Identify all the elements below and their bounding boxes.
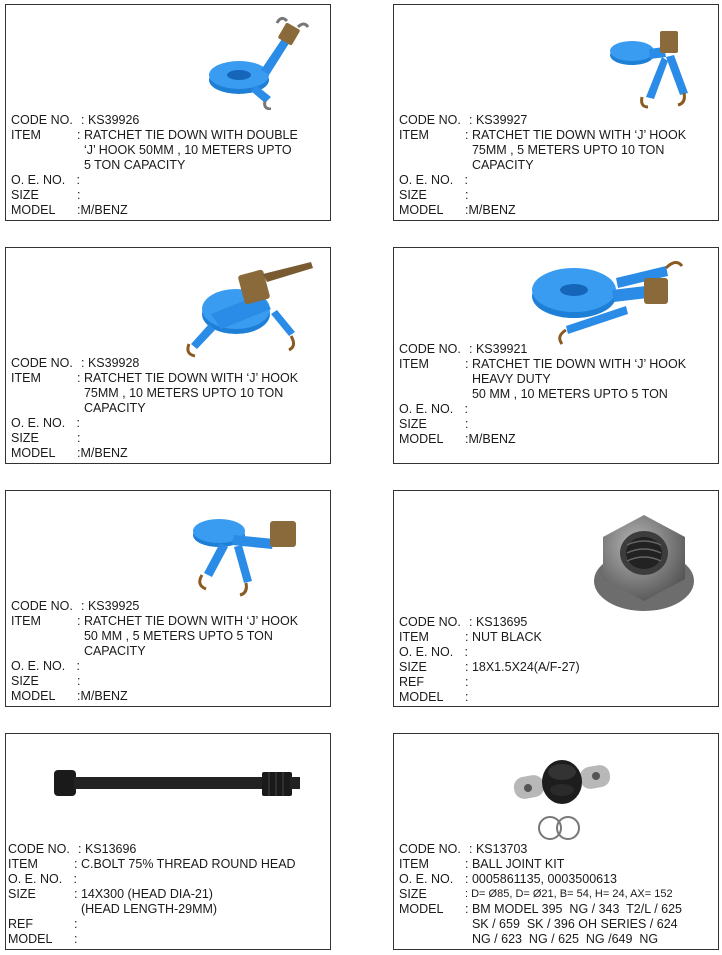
item-value: : RATCHET TIE DOWN WITH ‘J’ HOOK (77, 614, 299, 628)
model-value: : (74, 932, 78, 946)
row-label (399, 158, 465, 173)
size-value: : (77, 188, 81, 202)
ratchet-strap-image (526, 256, 706, 348)
item-value-cont: CAPACITY (465, 158, 534, 172)
oe-label: O. E. NO. (399, 402, 454, 416)
row-label (11, 158, 77, 173)
model-value: :M/BENZ (77, 446, 128, 460)
model-label: MODEL (399, 203, 444, 217)
row-label (11, 143, 77, 158)
size-value-cont: (HEAD LENGTH-29MM) (74, 902, 218, 916)
code-number: KS13696 (84, 842, 137, 856)
code-label: CODE NO. (399, 615, 461, 629)
size-value: : (77, 431, 81, 445)
oe-value: : (70, 872, 77, 886)
oe-value: : 0005861135, 0003500613 (465, 872, 618, 886)
size-value: : 14X300 (HEAD DIA-21) (74, 887, 213, 901)
size-value: : 18X1.5X24(A/F-27) (465, 660, 580, 674)
ratchet-strap-image (174, 503, 314, 598)
row-label (399, 387, 465, 402)
item-label: ITEM (11, 614, 41, 628)
row-label (11, 629, 77, 644)
oe-value: : (461, 173, 468, 187)
ratchet-strap-image (181, 254, 321, 364)
code-value: : KS39928 (81, 356, 140, 370)
product-card (393, 247, 719, 464)
oe-value: : (73, 659, 80, 673)
model-label: MODEL (399, 432, 444, 446)
size-label: SIZE (11, 674, 39, 688)
item-value: : RATCHET TIE DOWN WITH DOUBLE (77, 128, 298, 142)
item-value-cont: 75MM , 10 METERS UPTO 10 TON (77, 386, 284, 400)
size-label: SIZE (399, 887, 427, 901)
oe-label: O. E. NO. (11, 416, 66, 430)
model-value-cont: SK / 659 SK / 396 OH SERIES / 624 (465, 917, 678, 931)
oe-value: : (461, 645, 468, 659)
code-number: KS39925 (87, 599, 140, 613)
ref-label: REF (8, 917, 33, 931)
row-label (399, 932, 465, 947)
model-value: :M/BENZ (465, 432, 516, 446)
code-label: CODE NO. (11, 356, 73, 370)
item-value: : RATCHET TIE DOWN WITH ‘J’ HOOK (465, 128, 687, 142)
oe-label: O. E. NO. (11, 173, 66, 187)
row-label (399, 143, 465, 158)
item-value-cont: 5 TON CAPACITY (77, 158, 186, 172)
code-label: CODE NO. (399, 842, 461, 856)
code-value: : KS13703 (469, 842, 528, 856)
code-number: KS39928 (87, 356, 140, 370)
product-card (393, 733, 719, 950)
item-label: ITEM (399, 630, 429, 644)
code-number: KS39926 (87, 113, 140, 127)
oe-value: : (461, 402, 468, 416)
item-value: : NUT BLACK (465, 630, 542, 644)
size-label: SIZE (11, 188, 39, 202)
code-number: KS39921 (475, 342, 528, 356)
item-label: ITEM (399, 128, 429, 142)
oe-value: : (73, 173, 80, 187)
code-label: CODE NO. (399, 342, 461, 356)
oe-label: O. E. NO. (399, 645, 454, 659)
code-label: CODE NO. (11, 113, 73, 127)
code-value: : KS13695 (469, 615, 528, 629)
row-label (8, 902, 74, 917)
product-card (393, 4, 719, 221)
bolt-image (54, 766, 304, 802)
code-label: CODE NO. (399, 113, 461, 127)
ref-value: : (74, 917, 78, 931)
oe-label: O. E. NO. (399, 872, 454, 886)
item-value-cont: 50 MM , 10 METERS UPTO 5 TON (465, 387, 668, 401)
ref-value: : (465, 675, 469, 689)
item-value: : C.BOLT 75% THREAD ROUND HEAD (74, 857, 296, 871)
code-label: CODE NO. (11, 599, 73, 613)
item-value-cont: 75MM , 5 METERS UPTO 10 TON (465, 143, 665, 157)
row-label (11, 386, 77, 401)
size-label: SIZE (8, 887, 36, 901)
model-value-cont: NG / 623 NG / 625 NG /649 NG (465, 932, 659, 946)
item-label: ITEM (8, 857, 38, 871)
code-value: : KS39927 (469, 113, 528, 127)
model-value: :M/BENZ (77, 203, 128, 217)
product-card (5, 733, 331, 950)
item-value-cont: 50 MM , 5 METERS UPTO 5 TON (77, 629, 273, 643)
size-label: SIZE (11, 431, 39, 445)
item-value-cont: ‘J’ HOOK 50MM , 10 METERS UPTO (77, 143, 292, 157)
item-label: ITEM (399, 357, 429, 371)
row-label (399, 917, 465, 932)
oe-value: : (73, 416, 80, 430)
code-number: KS39927 (475, 113, 528, 127)
product-card (5, 490, 331, 707)
ratchet-strap-image (604, 17, 704, 112)
model-label: MODEL (11, 203, 56, 217)
code-value: : KS39921 (469, 342, 528, 356)
item-value: : RATCHET TIE DOWN WITH ‘J’ HOOK (465, 357, 687, 371)
size-value: : D= Ø85, D= Ø21, B= 54, H= 24, AX= 152 (465, 888, 673, 900)
ball-joint-image (512, 748, 612, 843)
oe-label: O. E. NO. (399, 173, 454, 187)
item-value: : RATCHET TIE DOWN WITH ‘J’ HOOK (77, 371, 299, 385)
size-label: SIZE (399, 188, 427, 202)
oe-label: O. E. NO. (8, 872, 63, 886)
item-label: ITEM (11, 128, 41, 142)
code-number: KS13695 (475, 615, 528, 629)
item-value-cont: CAPACITY (77, 401, 146, 415)
code-label: CODE NO. (8, 842, 70, 856)
product-card (5, 4, 331, 221)
size-label: SIZE (399, 660, 427, 674)
flange-nut-image (589, 509, 699, 619)
item-value: : BALL JOINT KIT (465, 857, 565, 871)
model-value: :M/BENZ (77, 689, 128, 703)
row-label (399, 372, 465, 387)
model-label: MODEL (8, 932, 53, 946)
item-value-cont: CAPACITY (77, 644, 146, 658)
model-label: MODEL (399, 690, 444, 704)
product-card (5, 247, 331, 464)
size-value: : (465, 188, 469, 202)
model-label: MODEL (399, 902, 444, 916)
model-value: :M/BENZ (465, 203, 516, 217)
model-label: MODEL (11, 446, 56, 460)
model-value: : BM MODEL 395 NG / 343 T2/L / 625 (465, 902, 682, 916)
item-label: ITEM (399, 857, 429, 871)
code-value: : KS13696 (78, 842, 137, 856)
model-label: MODEL (11, 689, 56, 703)
item-label: ITEM (11, 371, 41, 385)
code-value: : KS39926 (81, 113, 140, 127)
ratchet-strap-image (201, 15, 311, 110)
ref-label: REF (399, 675, 424, 689)
size-value: : (77, 674, 81, 688)
size-label: SIZE (399, 417, 427, 431)
product-card (393, 490, 719, 707)
row-label (11, 644, 77, 659)
code-value: : KS39925 (81, 599, 140, 613)
size-value: : (465, 417, 469, 431)
oe-label: O. E. NO. (11, 659, 66, 673)
item-value-cont: HEAVY DUTY (465, 372, 551, 386)
code-number: KS13703 (475, 842, 528, 856)
model-value: : (465, 690, 469, 704)
row-label (11, 401, 77, 416)
